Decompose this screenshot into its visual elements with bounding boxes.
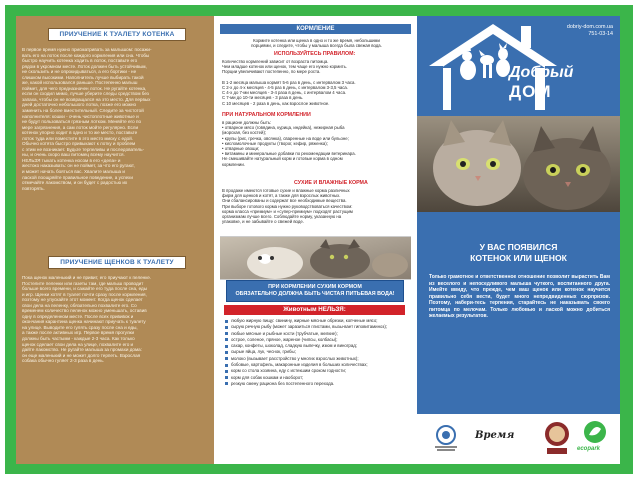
forbidden-item: молоко (вызывает расстройство у многих взрослых животных);: [224, 356, 410, 362]
water-warning-banner: [226, 280, 404, 302]
logo-sponsor-3: [543, 420, 571, 456]
logo-ecopark: ecopark: [577, 446, 601, 452]
forbidden-item: сырую речную рыбу (может заразиться глистами, вызы-вает гиповитаминоз);: [224, 324, 410, 330]
kitten-puppy-photo: [220, 236, 411, 280]
kitten-toilet-heading: ПРИУЧЕНИЕ К ТУАЛЕТУ КОТЕНКА: [48, 28, 186, 41]
intro-text: Только грамотное и ответственное отношение позволит вырастить Вам из веселого и непоседливого малыша чуткого, воспитанного друга. Имейте ввиду, что прежде, чем ваш щенок или котенок научится правильно себя вести, будет много непредвиденных сюрпризов. Поэтому, набери-тесь терпения, старайтесь не наказывать своего питомца по мелочам. Только любовью и лаской можно добиться желаемых результатов.: [429, 274, 610, 319]
sponsor-logos: [417, 414, 620, 464]
logo-area: [417, 16, 620, 112]
middle-panel: [214, 16, 417, 464]
forbidden-item: любые мясные и рыбные кости (трубчатые, мелкие);: [224, 331, 410, 337]
forbidden-heading: Животным НЕЛЬЗЯ:: [224, 305, 405, 315]
forbidden-item: сахар, конфеты, шоколад, сладкую выпечку, изюм и виноград;: [224, 343, 410, 349]
ready-food-heading: СУХИЕ И ВЛАЖНЫЕ КОРМА: [294, 180, 368, 186]
forbidden-item: корм для собак кошкам и наоборот;: [224, 375, 410, 381]
left-panel: [16, 16, 214, 464]
phone-number: 751-03-14: [588, 30, 613, 37]
forbidden-item: острое, соленое, пряное, жареное (чипсы, колбасы);: [224, 337, 410, 343]
natural-feeding-heading: ПРИ НАТУРАЛЬНОМ КОРМЛЕНИИ: [222, 112, 311, 118]
forbidden-item: сырые яйца, лук, чеснок, грибы;: [224, 349, 410, 355]
water-warning-text: ПРИ КОРМЛЕНИИ СУХИМ КОРМОМ ОБЯЗАТЕЛЬНО ДОЛЖНА БЫТЬ ЧИСТАЯ ПИТЬЕВАЯ ВОДА!: [235, 284, 395, 297]
puppy-toilet-text: Пока щенок маленький и не привит, его приучают к пеленке. Постелите пеленки или газеты там, где малыш проводит больше всего времени, и сажайте его туда после сна, еды и игр. Щенки хотят в туалет почти сразу после кормления, поэтому не упускайте этот момент. Когда щенок сделает свои дела на пеленку, обязательно похвалите его. Со временем количество пеленок можно уменьшать, оставив одну в определенном месте. После всех прививок и окончания карантина щенка начинают приучать к туалету на улице. Выводите его гулять сразу после сна и еды, а также после активных игр. Первое время прогулки должны быть частыми - каждые 2-3 часа. Как только щенок сделает свои дела на улице, похвалите его и дайте лакомство. Не ругайте малыша за промахи дома: он еще маленький и не может долго терпеть. Взрослая собака обычно гуляет 2-3 раза в день.: [22, 275, 152, 364]
feeding-heading: КОРМЛЕНИЕ: [220, 24, 411, 34]
natural-feeding-text: в рационе должны быть: • отварное мясо (говядина, курица, индейка), нежирная рыба (морская, без костей); • крупы (рис, гречка, овсянка), сваренные на воде или бульоне; • кисломолочные продукты (творог, кефир, ряженка); • отварные овощи; • витамины и минеральные добавки по рекомендации ветеринара. Не смешивайте натуральный корм и готовые корма в одном кормлении.: [222, 120, 356, 167]
brand-name-line1: Добрый: [509, 64, 574, 81]
leaf-icon: [583, 420, 607, 444]
forbidden-item: резкую смену рациона без постепенного перехода.: [224, 381, 410, 387]
ready-food-text: В продаже имеются готовые сухие и влажные корма различных фирм для щенков и котят, а также для взрослых животных. Они сбалансированы и содержат все необходимые вещества. При выборе готового корма нужно руководствоваться качеством: корма класса «премиум» и «супер-премиум» подходят растущим организмам лучше всего. Соблюдайте норму, указанную на упаковке, и не забывайте о свежей воде.: [222, 188, 353, 225]
site-url[interactable]: dobriy-dom.com.ua: [566, 24, 613, 30]
forbidden-list: [224, 318, 410, 387]
brochure: [16, 16, 620, 464]
forbidden-item: бобовые, картофель, макаронные изделия в больших количествах;: [224, 362, 410, 368]
puppy-toilet-heading: ПРИУЧЕНИЕ ЩЕНКОВ К ТУАЛЕТУ: [48, 256, 186, 269]
kittens-photo: [417, 116, 620, 212]
logo-sponsor-1: [431, 424, 461, 452]
right-panel: [417, 16, 620, 464]
forbidden-item: корм со стола хозяина, еду с истекшим сроком годности;: [224, 368, 410, 374]
site-info: [529, 24, 613, 37]
feeding-rules: Количество кормлений зависит от возраста питомца. Чем младше котенок или щенок, тем чаще его нужно кормить. Порции увеличивают постепенно, по мере роста. В 1-2 месяца малыша кормят 5-6 раз в день, с интервалом 3 часа. С 2-х до 4-х месяцев - 4-5 раз в день, с интервалом 3-3,5 часа. С 4-х до 7-ми месяцев - 3-4 раза в день, с интервалом 4 часа. С 7-ми до 10-ти месяцев - 3 раза в день. С 10 месяцев - 2 раза в день, как взрослое животное.: [222, 59, 356, 106]
feeding-intro: Кормите котенка или щенка в одно и то же время, небольшими порциями, и следите, чтобы у малыша всегда была свежая вода.: [251, 38, 382, 49]
brand-name-line2: ДОМ: [509, 82, 552, 101]
rules-heading: ИСПОЛЬЗУЙТЕСЬ ПРАВИЛОМ:: [274, 51, 356, 57]
forbidden-item: любую жирную пищу: свинину, жирные мясные обрезки, копченые мясо;: [224, 318, 410, 324]
kitten-toilet-text: В первое время нужно присматривать за малышом: посажи- вать его на лоток после каждого кормления или сна. Чтобы быстро научить котенка ходить в лоток, поставьте его рядом в укромном месте. Лоток должен быть устойчивым, не скользить и не опрокидываться, а его бортики - не слишком высокими. Наполнитель лучше выбирать такой же, какой использовался раньше. Постепенно малыш поймет, для чего предназначен лоток. Не ругайте котенка, если он сходил мимо, лучше уберите следы средством без запаха, чтобы он не возвращался на это место. Для первых дней достаточно небольшого лотка, позже его можно заменить на более вместительный. Следите за чистотой наполнителя: кошки - очень чистоплотные животные и не будут пользоваться грязным лотком. Меняйте его по мере загрязнения, а сам лоток мойте регулярно. Если котенок упорно ходит в одно и то же место, поставьте лоток туда или поместите в это место миску с едой. Обычно котята быстро привыкают к лотку и проблем с этим не возникает. Будьте терпеливы и последователь- ны, и очень скоро ваш питомец всему научится. НЕЛЬЗЯ тыкать котенка носом в его «дела» и жестоко наказывать: он не поймет, за что его ругают, и может начать бояться вас. Хвалите малыша и лаской поощряйте правильное поведение, а успехи отмечайте лакомством, и он будет с радостью их повторять.: [22, 47, 152, 191]
logo-vremya: Время: [475, 430, 515, 441]
headline: У ВАС ПОЯВИЛСЯ КОТЕНОК ИЛИ ЩЕНОК: [470, 242, 567, 263]
